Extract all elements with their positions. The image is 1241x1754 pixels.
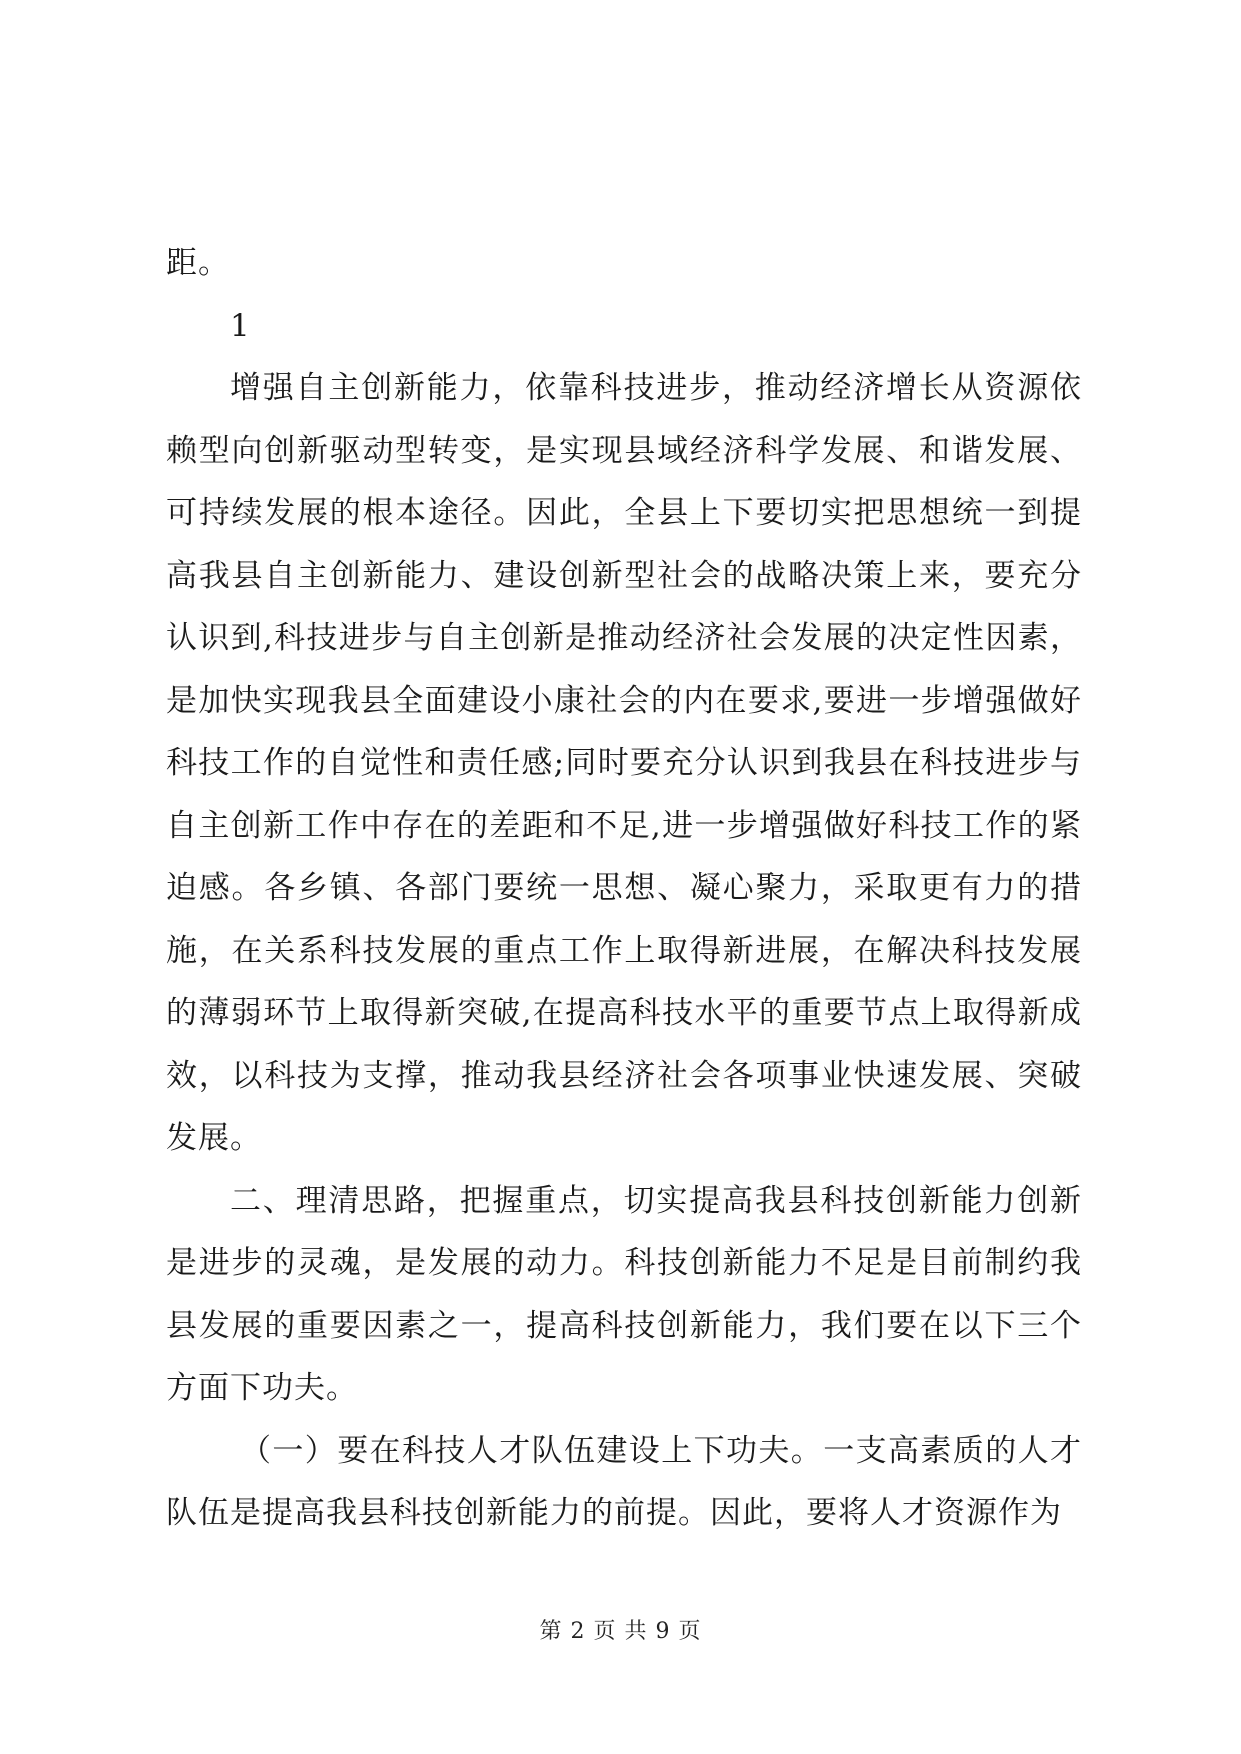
page-footer: 第 2 页 共 9 页 bbox=[539, 1619, 702, 1644]
paragraph-continuation: 距。 bbox=[166, 245, 230, 281]
document-body bbox=[166, 232, 1082, 1545]
paragraph-section-two: 二、理清思路，把握重点，切实提高我县科技创新能力创新是进步的灵魂，是发展的动力。科技创新能力不足是目前制约我县发展的重要因素之一，提高科技创新能力，我们要在以下三个方面下功夫。 bbox=[166, 1182, 1082, 1406]
paragraph-innovation: 增强自主创新能力，依靠科技进步，推动经济增长从资源依赖型向创新驱动型转变，是实现县域经济科学发展、和谐发展、可持续发展的根本途径。因此，全县上下要切实把思想统一到提高我县自主创新能力、建设创新型社会的战略决策上来，要充分认识到,科技进步与自主创新是推动经济社会发展的决定性因素，是加快实现我县全面建设小康社会的内在要求,要进一步增强做好科技工作的自觉性和责任感;同时要充分认识到我县在科技进步与自主创新工作中存在的差距和不足,进一步增强做好科技工作的紧迫感。各乡镇、各部门要统一思想、凝心聚力，采取更有力的措施，在关系科技发展的重点工作上取得新进展，在解决科技发展的薄弱环节上取得新突破,在提高科技水平的重要节点上取得新成效，以科技为支撑，推动我县经济社会各项事业快速发展、突破发展。 bbox=[166, 370, 1082, 1156]
paragraph-subsection-one: （一）要在科技人才队伍建设上下功夫。一支高素质的人才队伍是提高我县科技创新能力的前提。因此，要将人才资源作为 bbox=[166, 1432, 1082, 1531]
paragraph-number: 1 bbox=[230, 307, 251, 344]
